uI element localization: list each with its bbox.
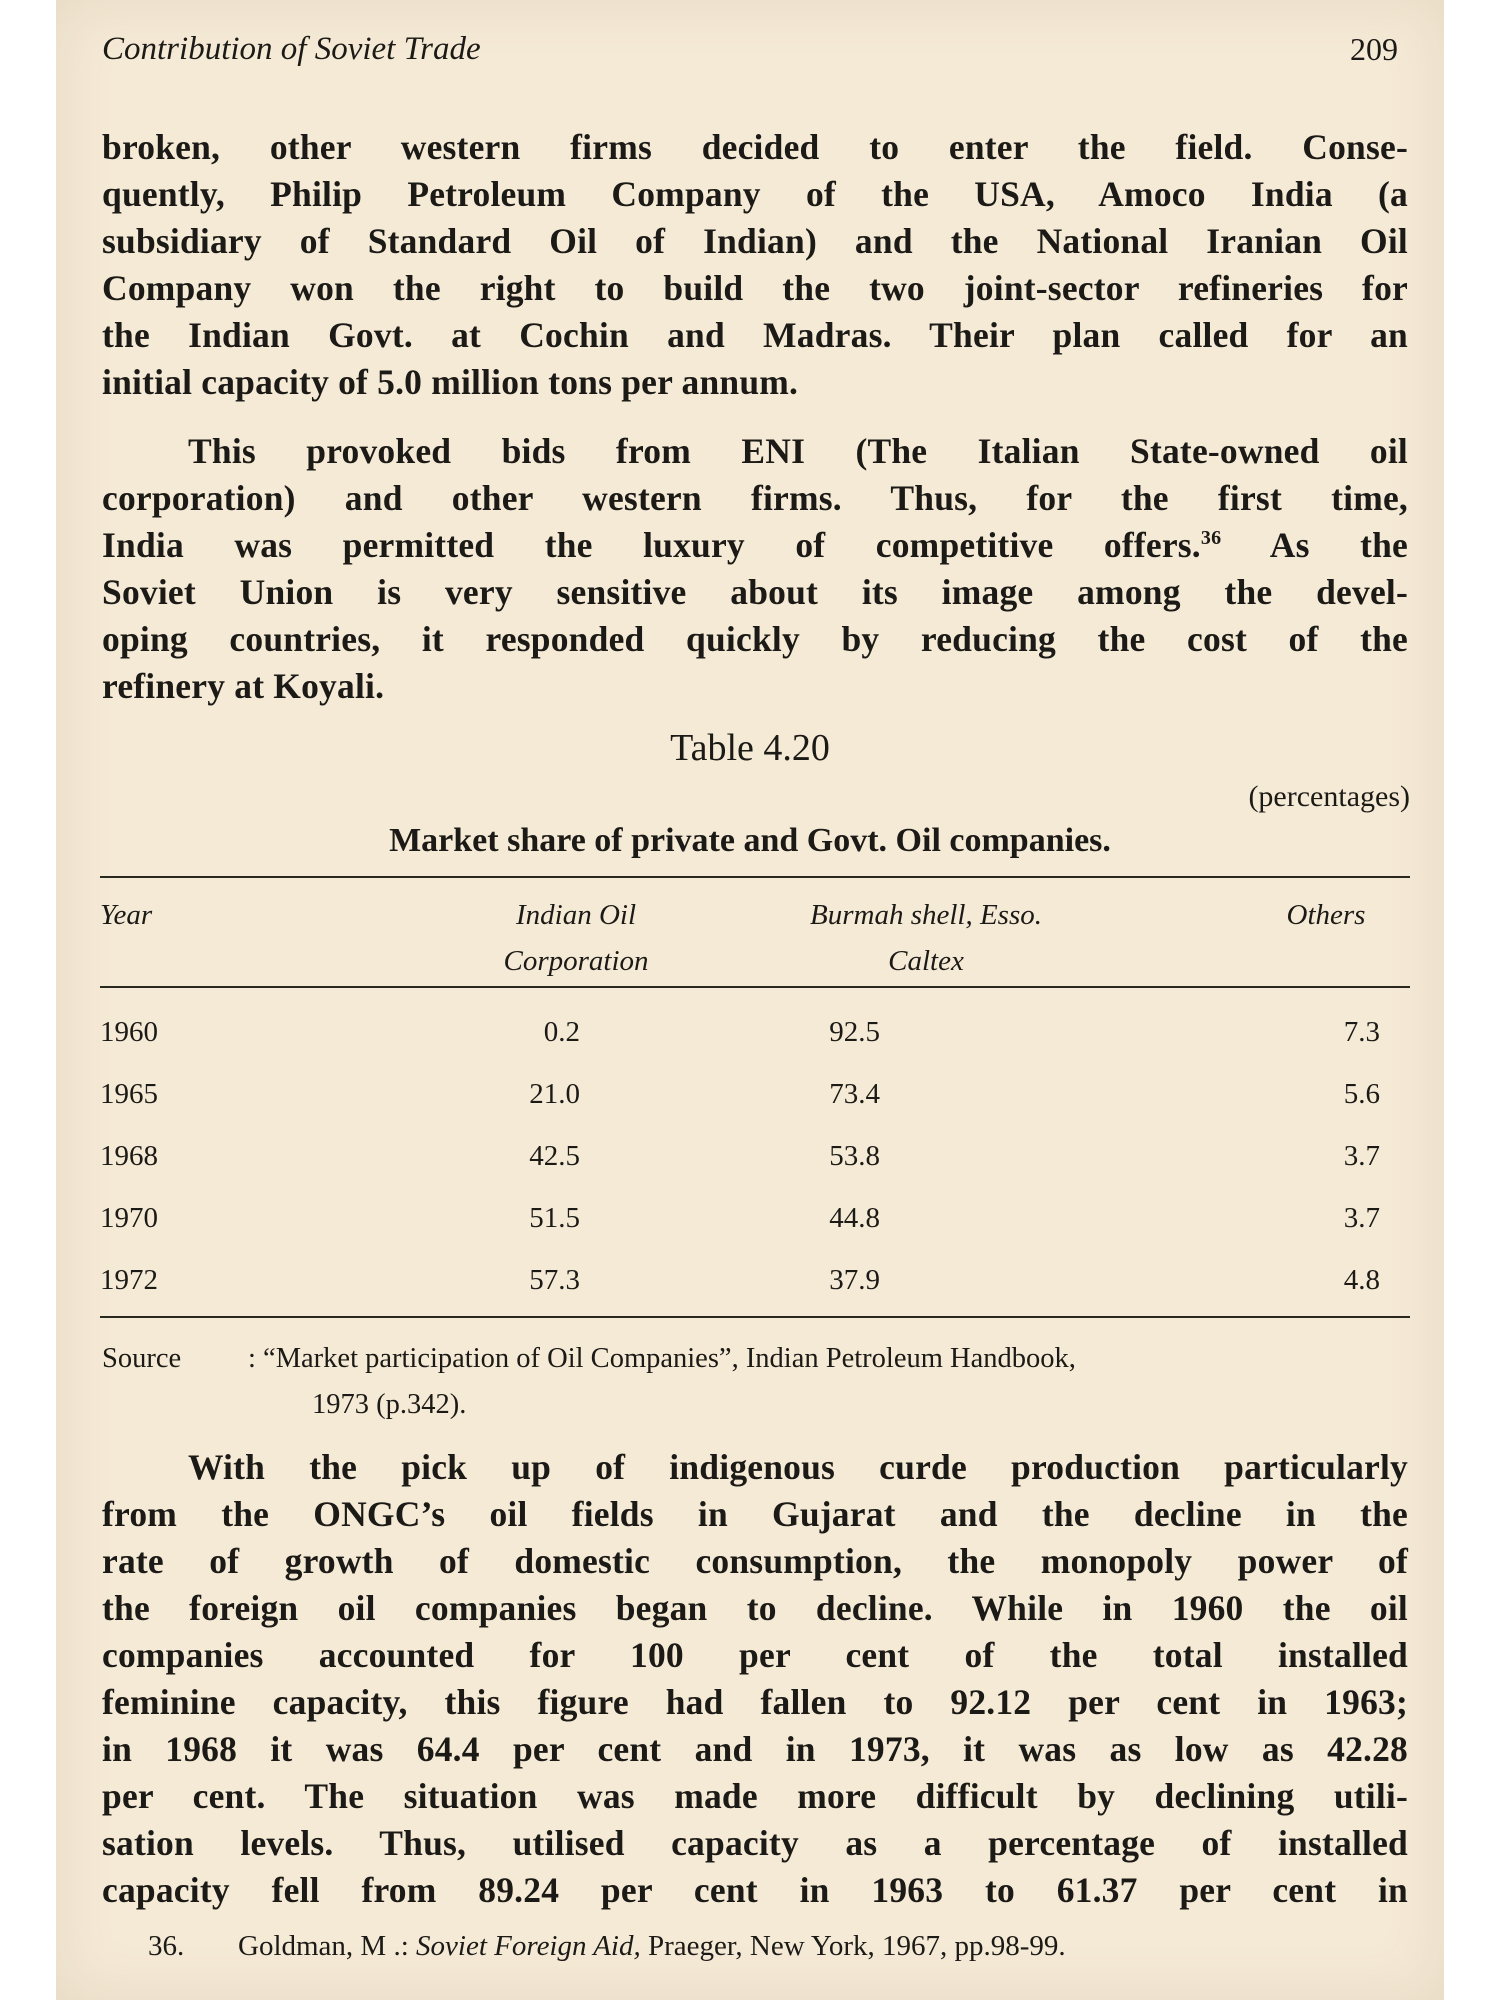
table-caption: Market share of private and Govt. Oil companies. — [389, 822, 1111, 859]
paragraph-3 — [102, 1444, 1408, 1914]
table-title: Table 4.20 — [670, 727, 830, 769]
cell-burmah-shell: 53.8 — [829, 1140, 880, 1172]
footnote-number: 36. — [148, 1930, 185, 1962]
footnote-title: Soviet Foreign Aid, — [416, 1930, 641, 1962]
column-header-line: Corporation — [503, 945, 649, 977]
paragraph-2 — [102, 428, 1408, 710]
cell-ioc: 21.0 — [529, 1078, 580, 1110]
paragraph-line: the foreign oil companies began to decline. While in 1960 the oil — [102, 1588, 1408, 1628]
cell-burmah-shell: 37.9 — [829, 1264, 880, 1296]
column-header-year: Year — [100, 899, 153, 931]
paragraph-1 — [102, 124, 1408, 406]
paragraph-line: quently, Philip Petroleum Company of the USA, Amoco India (a — [102, 174, 1408, 214]
source-text: : “Market participation of Oil Companies”, Indian Petroleum Handbook, — [248, 1343, 1076, 1374]
table-row — [100, 1016, 1410, 1062]
cell-others: 5.6 — [1343, 1078, 1380, 1110]
cell-burmah-shell: 73.4 — [829, 1078, 880, 1110]
cell-ioc: 51.5 — [529, 1202, 580, 1234]
paragraph-line: Company won the right to build the two joint-sector refineries for — [102, 268, 1408, 308]
cell-others: 3.7 — [1343, 1202, 1380, 1234]
paragraph-line: the Indian Govt. at Cochin and Madras. Their plan called for an — [102, 315, 1408, 355]
table-unit-note: (percentages) — [1248, 780, 1410, 813]
book-page — [56, 0, 1444, 2000]
paragraph-line: in 1968 it was 64.4 per cent and in 1973, it was as low as 42.28 — [102, 1729, 1408, 1769]
column-header-line: Caltex — [888, 945, 964, 977]
paragraph-line: per cent. The situation was made more difficult by declining utili- — [102, 1776, 1408, 1816]
text-run: As the — [1221, 525, 1408, 565]
column-header-burmah-shell — [756, 892, 1096, 984]
paragraph-line: capacity fell from 89.24 per cent in 1963 to 61.37 per cent in — [102, 1870, 1408, 1910]
cell-others: 7.3 — [1343, 1016, 1380, 1048]
source-text-continued: 1973 (p.342). — [312, 1389, 467, 1420]
footnote-rest: Praeger, New York, 1967, pp.98-99. — [640, 1930, 1066, 1962]
cell-others: 3.7 — [1343, 1140, 1380, 1172]
table-header-rule — [100, 986, 1410, 988]
table-source — [102, 1336, 1412, 1428]
paragraph-line: This provoked bids from ENI (The Italian State-owned oil — [188, 431, 1408, 471]
footnote-marker: 36 — [1200, 527, 1222, 550]
paragraph-line: sation levels. Thus, utilised capacity as a percentage of installed — [102, 1823, 1408, 1863]
paragraph-line: initial capacity of 5.0 million tons per annum. — [102, 362, 799, 402]
paragraph-line: corporation) and other western firms. Thus, for the first time, — [102, 478, 1408, 518]
cell-burmah-shell: 92.5 — [829, 1016, 880, 1048]
column-header-ioc — [456, 892, 696, 984]
cell-ioc: 42.5 — [529, 1140, 580, 1172]
table-row — [100, 1264, 1410, 1310]
paragraph-line: broken, other western firms decided to enter the field. Conse- — [102, 127, 1408, 167]
cell-ioc: 0.2 — [543, 1016, 580, 1048]
cell-burmah-shell: 44.8 — [829, 1202, 880, 1234]
paragraph-line: Soviet Union is very sensitive about its image among the devel- — [102, 572, 1408, 612]
page-header — [102, 24, 1398, 74]
paragraph-line: rate of growth of domestic consumption, the monopoly power of — [102, 1541, 1408, 1581]
column-header-line: Burmah shell, Esso. — [810, 899, 1042, 931]
cell-year: 1970 — [100, 1202, 158, 1234]
paragraph-line: With the pick up of indigenous curde production particularly — [188, 1447, 1408, 1487]
cell-year: 1965 — [100, 1078, 158, 1110]
table-bottom-rule — [100, 1316, 1410, 1318]
column-header-line: Indian Oil — [515, 899, 637, 931]
cell-year: 1972 — [100, 1264, 158, 1296]
paragraph-line: subsidiary of Standard Oil of Indian) and the National Iranian Oil — [102, 221, 1408, 261]
paragraph-line: feminine capacity, this figure had fallen to 92.12 per cent in 1963; — [102, 1682, 1408, 1722]
paragraph-line: from the ONGC’s oil fields in Gujarat and the decline in the — [102, 1494, 1408, 1534]
table-row — [100, 1078, 1410, 1124]
table-row — [100, 1202, 1410, 1248]
table-row — [100, 1140, 1410, 1186]
table-top-rule — [100, 876, 1410, 878]
source-label: Source — [102, 1343, 182, 1374]
column-header-others: Others — [1286, 899, 1366, 931]
cell-others: 4.8 — [1343, 1264, 1380, 1296]
cell-ioc: 57.3 — [529, 1264, 580, 1296]
cell-year: 1968 — [100, 1140, 158, 1172]
paragraph-line: companies accounted for 100 per cent of the total installed — [102, 1635, 1408, 1675]
paragraph-line-with-footnote — [102, 522, 1408, 569]
footnote — [148, 1930, 1066, 1963]
text-run: India was permitted the luxury of competitive offers. — [102, 525, 1201, 565]
page-number: 209 — [1350, 30, 1398, 67]
footnote-author: Goldman, M .: — [238, 1930, 417, 1962]
running-title: Contribution of Soviet Trade — [102, 30, 481, 67]
paragraph-line: refinery at Koyali. — [102, 666, 385, 706]
cell-year: 1960 — [100, 1016, 158, 1048]
paragraph-line: oping countries, it responded quickly by reducing the cost of the — [102, 619, 1408, 659]
